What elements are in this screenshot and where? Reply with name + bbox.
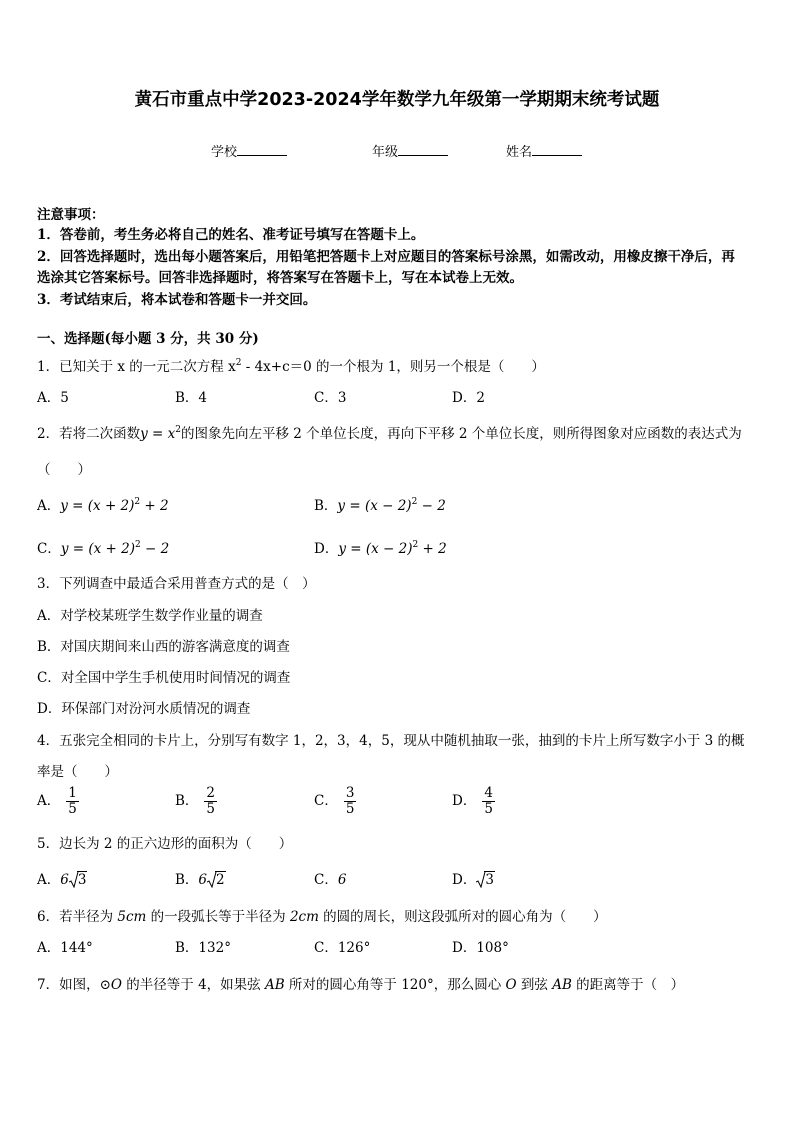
grade-blank [398, 143, 448, 156]
q5-option-c: C．6 [314, 872, 347, 888]
question-7-stem: 7．如图，⊙O 的半径等于 4，如果弦 AB 所对的圆心角等于 120°，那么圆心 O 到弦 AB 的距离等于（ ） [37, 977, 685, 993]
notice-item: 2．回答选择题时，选出每小题答案后，用铅笔把答题卡上对应题目的答案标号涂黑，如需改动，用橡皮擦干净后，再 [37, 249, 735, 265]
question-5-stem: 5．边长为 2 的正六边形的面积为（ ） [37, 836, 293, 852]
grade-label: 年级 [372, 145, 399, 160]
q1-option-d: D．2 [452, 390, 485, 406]
q6-option-a: A．144° [37, 940, 93, 956]
q5-option-d: D． 3 [452, 872, 494, 888]
q6-option-c: C．126° [314, 940, 371, 956]
section-heading: 一、选择题(每小题 3 分，共 30 分) [37, 331, 259, 347]
q3-option-c: C．对全国中学生手机使用时间情况的调查 [37, 670, 291, 686]
name-label: 姓名 [506, 145, 533, 160]
question-6-stem: 6．若半径为 5cm 的一段弧长等于半径为 2cm 的圆的周长，则这段弧所对的圆心角为（ ） [37, 909, 607, 925]
q5-option-a: A．6 3 [37, 872, 87, 888]
q6-option-b: B．132° [175, 940, 231, 956]
fraction: $\frac{3}{5}$ [345, 785, 355, 817]
q2-option-b: B．$y = (x - 2)^2 - 2$ [314, 497, 446, 514]
notice-item: 3．考试结束后，将本试卷和答题卡一并交回。 [37, 292, 317, 308]
school-field [211, 141, 287, 160]
q4-option-d: D． $\frac{4}{5}$ [452, 785, 493, 817]
name-field [506, 141, 582, 160]
q4-option-c: C． $\frac{3}{5}$ [314, 785, 355, 817]
question-2-stem-cont: （ ） [37, 462, 91, 478]
q2-option-c: C．$y = (x + 2)^2 - 2$ [37, 540, 170, 557]
q1-option-a: A．5 [37, 390, 69, 406]
school-label: 学校 [211, 145, 238, 160]
name-blank [532, 143, 582, 156]
fraction: $\frac{2}{5}$ [206, 785, 216, 817]
notice-item: 选涂其它答案标号。回答非选择题时，将答案写在答题卡上，写在本试卷上无效。 [37, 270, 523, 286]
question-4-stem-cont: 率是（ ） [37, 764, 118, 780]
q4-option-a: A． $\frac{1}{5}$ [37, 785, 77, 817]
sqrt-sign: 2 [207, 871, 226, 888]
q3-option-d: D．环保部门对汾河水质情况的调查 [37, 701, 251, 717]
q6-option-d: D．108° [452, 940, 509, 956]
question-2-stem: 2．若将二次函数$y = x^2$的图象先向左平移 2 个单位长度，再向下平移 2 个单位长度，则所得图象对应函数的表达式为 [37, 425, 742, 442]
sqrt-sign: 3 [69, 871, 88, 888]
notice-heading: 注意事项： [37, 207, 105, 223]
grade-field [372, 141, 448, 160]
q5-option-b: B．6 2 [175, 872, 225, 888]
page-title: 黄石市重点中学2023-2024学年数学九年级第一学期期末统考试题 [134, 90, 660, 110]
q1-option-c: C．3 [314, 390, 347, 406]
notice-item: 1．答卷前，考生务必将自己的姓名、准考证号填写在答题卡上。 [37, 227, 425, 243]
q4-option-b: B． $\frac{2}{5}$ [175, 785, 216, 817]
q2-option-a: A．$y = (x + 2)^2 + 2$ [37, 497, 169, 514]
question-1-stem: 1．已知关于 x 的一元二次方程 $x^2 - 4x+c=0$ 的一个根为 1，则另一个根是（ ） [37, 358, 545, 375]
q2-option-d: D．$y = (x - 2)^2 + 2$ [314, 540, 447, 557]
sqrt-sign: 3 [476, 871, 495, 888]
q3-option-a: A．对学校某班学生数学作业量的调查 [37, 608, 263, 624]
question-4-stem: 4．五张完全相同的卡片上，分别写有数字 1，2，3，4，5，现从中随机抽取一张，抽到的卡片上所写数字小于 3 的概 [37, 733, 745, 749]
school-blank [237, 143, 287, 156]
q1-option-b: B．4 [175, 390, 208, 406]
fraction: $\frac{4}{5}$ [484, 785, 493, 817]
fraction: $\frac{1}{5}$ [68, 785, 77, 817]
question-3-stem: 3．下列调查中最适合采用普查方式的是（ ） [37, 576, 316, 592]
q3-option-b: B．对国庆期间来山西的游客满意度的调查 [37, 639, 290, 655]
